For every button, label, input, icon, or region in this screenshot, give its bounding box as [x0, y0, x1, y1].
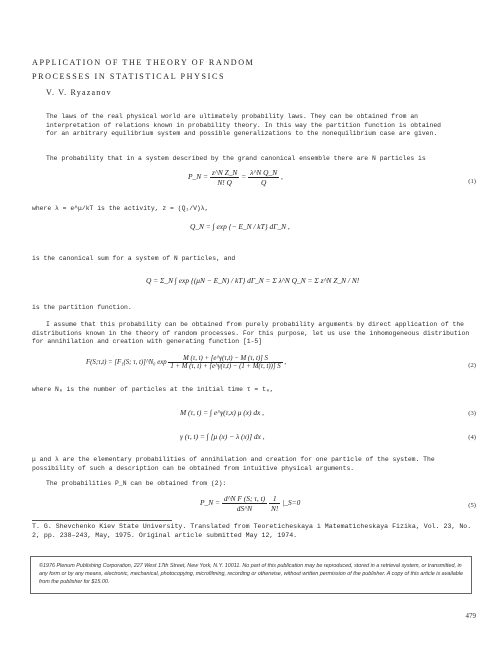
- equation-2-number: (2): [468, 362, 476, 369]
- equation-5-fraction-1: $\frac{\text{d\textasciicircum{}N F (S; τ, t)}}{dS\^{}N}$: [223, 494, 266, 513]
- paragraph-7: μ and λ are the elementary probabilities of annihilation and creation for one particle of the system. The possibility of such a description can be obtained from intuitive physical arguments.: [32, 456, 435, 472]
- paragraph-4: is the partition function.: [32, 304, 132, 311]
- equation-canonical-sum: Q_N = ∫ exp {− E_N / kT} dΓ_N ,: [190, 222, 290, 231]
- copyright-notice: ©1976 Plenum Publishing Corporation, 227 West 17th Street, New York, N.Y. 10011. No part of this publication may be reproduced, stored in a retrieval system, or transmitted, in any form or by any means, electronic, mechanical, photocopying, microfilming, recording or otherwise, without written permission of the publisher. A copy of this article is available from the publisher for $15.00.: [30, 556, 472, 594]
- equation-2-lhs: F(S;τ,t) = [F₁(S; τ, t)]^N₀ exp: [86, 359, 167, 367]
- paragraph-2: where λ = e^μ/kT is the activity, z = (Q₁/V)λ,: [32, 205, 209, 212]
- paragraph-8: The probabilities P_N can be obtained from (2):: [46, 480, 227, 487]
- equation-3-number: (3): [468, 410, 476, 417]
- paper-title: [32, 56, 254, 84]
- equation-4-number: (4): [468, 434, 476, 441]
- footnote-rule: [32, 520, 172, 521]
- equation-4: γ (τ, t) = ∫ [μ (x) − λ (x)] dx ,: [180, 432, 265, 441]
- paragraph-3: is the canonical sum for a system of N particles, and: [32, 255, 236, 262]
- paper-author: V. V. Ryazanov: [46, 88, 112, 97]
- equation-2: F(S;τ,t) = [F₁(S; τ, t)]^N₀ exp $\frac{M (\tau, t) + [e\^{}\gamma(\tau,t) - M (\tau, t)] S}{1 + M (\tau, t) + [e\^{}\gamma(\tau,t) - (1 + M(\tau, t))] S}$ ,: [86, 355, 287, 370]
- equation-5: P_N = $\frac{\text{d\textasciicircum{}N F (S; τ, t)}}{dS\^{}N}$ $\frac{1}{N!}$ |_S=0: [200, 494, 301, 513]
- equation-5-number: (5): [468, 502, 476, 509]
- paper-title-line-2: PROCESSES IN STATISTICAL PHYSICS: [32, 72, 226, 81]
- equation-1-fraction-2: $\frac{\text{λ\textasciicircum{}N Q\_N}}{Q}$: [250, 168, 278, 187]
- equation-1-number: (1): [468, 178, 476, 185]
- equation-3: M (τ, t) = ∫ e^γ(τ,x) μ (x) dx ,: [180, 408, 265, 417]
- equation-1-fraction-1: $\frac{\text{z\textasciicircum{}N Z\_N}}{N! Q}$: [211, 168, 238, 187]
- equation-partition-function: Q = Σ_N ∫ exp {(μN − E_N) / kT} dΓ_N = Σ λ^N Q_N = Σ z^N Z_N / N!: [146, 276, 360, 285]
- paragraph-6: where N₀ is the number of particles at the initial time τ = t₀,: [32, 386, 274, 393]
- paragraph-5: I assume that this probability can be obtained from purely probability arguments by direct application of the distributions known in the theory of random processes. For this purpose, let us use the inhomogeneous distribution for annihilation and creation with generating function [1-5]: [32, 321, 470, 346]
- equation-2-fraction: $\frac{M (\tau, t) + [e\^{}\gamma(\tau,t) - M (\tau, t)] S}{1 + M (\tau, t) + [e\^{}\gamma(\tau,t) - (1 + M(\tau, t))] S}$: [170, 355, 281, 370]
- page-number: 479: [465, 612, 476, 620]
- paragraph-1: The probability that in a system described by the grand canonical ensemble there are N particles is: [46, 155, 426, 162]
- equation-5-fraction-2: $\frac{1}{N!}$: [270, 494, 279, 513]
- equation-1-lhs: P_N =: [188, 172, 208, 182]
- footnote: T. G. Shevchenko Kiev State University. Translated from Teoreticheskaya i Matematicheskaya Fizika, Vol. 23, No. 2, pp. 238–243, May, 1975. Original article submitted May 12, 1974.: [32, 523, 472, 539]
- equation-1: P_N = $\frac{\text{z\textasciicircum{}N Z\_N}}{N! Q}$ = $\frac{\text{λ\textasciicircum{}N Q\_N}}{Q}$ ,: [188, 168, 283, 187]
- equation-5-lhs: P_N =: [200, 498, 220, 508]
- paper-title-line-1: APPLICATION OF THE THEORY OF RANDOM: [32, 58, 255, 67]
- abstract: The laws of the real physical world are ultimately probability laws. They can be obtained from an interpretation of relations known in probability theory. In this way the partition function is obtained for an arbitrary equilibrium system and possible generalizations to the nonequilibrium case are given.: [46, 113, 442, 138]
